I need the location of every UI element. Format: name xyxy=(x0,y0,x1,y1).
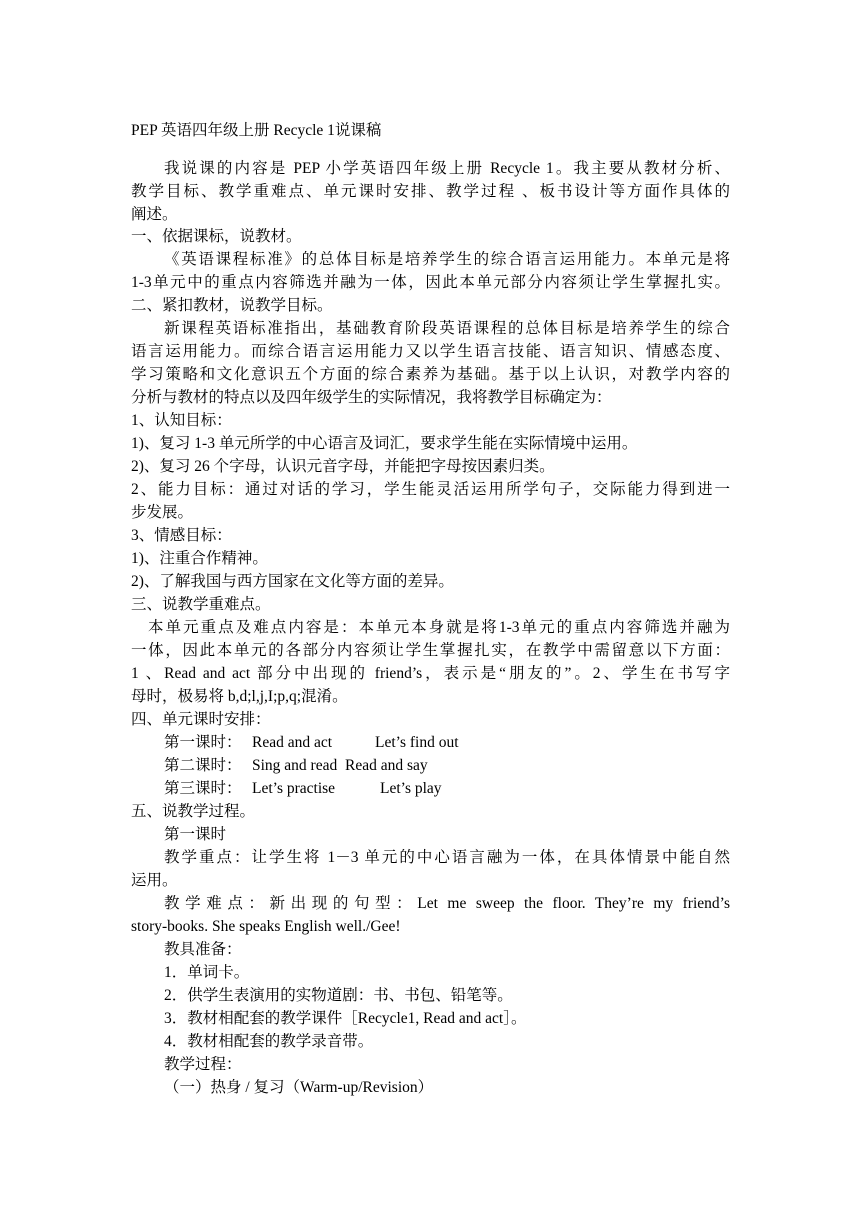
lesson-activity: Read and act xyxy=(252,734,333,751)
focus-line: 教学重点：让学生将 1－3 单元的中心语言融为一体，在具体情景中能自然 xyxy=(164,849,730,866)
section-heading: 五、说教学过程。 xyxy=(131,803,256,820)
section-heading: 二、紧扣教材，说教学目标。 xyxy=(131,297,333,314)
lesson-activity: Let’s find out xyxy=(375,734,459,751)
intro-line: 我说课的内容是 PEP 小学英语四年级上册 Recycle 1。我主要从教材分析、 xyxy=(164,160,730,177)
goal-heading: 2、能力目标：通过对话的学习，学生能灵活运用所学句子，交际能力得到进一 xyxy=(131,481,730,498)
prep-item: 2．供学生表演用的实物道剧：书、书包、铅笔等。 xyxy=(164,987,513,1004)
lesson-label: 第三课时： xyxy=(164,780,242,797)
lesson-label: 第二课时： xyxy=(164,757,242,774)
lesson-title: 第一课时 xyxy=(164,826,227,843)
lesson-activity: Sing and read xyxy=(252,757,338,774)
lesson-row xyxy=(164,732,459,754)
difficulty-line: story-books. She speaks English well./Gee! xyxy=(131,918,401,935)
prep-item: 3．教材相配套的教学课件［Recycle1, Read and act］。 xyxy=(164,1010,527,1027)
intro-line: 教学目标、教学重难点、单元课时安排、教学过程 、板书设计等方面作具体的 xyxy=(131,183,730,200)
paragraph-line: 新课程英语标准指出，基础教育阶段英语课程的总体目标是培养学生的综合 xyxy=(164,320,730,337)
process-step: （一）热身 / 复习（Warm-up/Revision） xyxy=(164,1079,434,1096)
intro-line: 阐述。 xyxy=(131,206,178,223)
goal-heading: 3、情感目标： xyxy=(131,527,232,544)
goal-heading: 1、认知目标： xyxy=(131,412,232,429)
section-heading: 一、依据课标，说教材。 xyxy=(131,228,302,245)
lesson-activity: Read and say xyxy=(345,757,428,774)
paragraph-line: 1-3单元中的重点内容筛选并融为一体，因此本单元部分内容须让学生掌握扎实。 xyxy=(131,274,730,291)
section-heading: 四、单元课时安排： xyxy=(131,711,271,728)
difficulty-line: 教学难点：新出现的句型：Let me sweep the floor. They’re my friend’s xyxy=(164,895,730,912)
goal-item: 2)、了解我国与西方国家在文化等方面的差异。 xyxy=(131,573,454,590)
paragraph-line: 母时，极易将 b,d;l,j,I;p,q;混淆。 xyxy=(131,688,348,705)
paragraph-line: 一体，因此本单元的各部分内容须让学生掌握扎实，在教学中需留意以下方面： xyxy=(131,642,730,659)
document-title: PEP 英语四年级上册 Recycle 1说课稿 xyxy=(131,122,382,139)
paragraph-line: 1 、Read and act 部分中出现的 friend’s，表示是“朋友的”。2、学生在书写字 xyxy=(131,665,730,682)
goal-item: 1)、复习 1-3 单元所学的中心语言及词汇，要求学生能在实际情境中运用。 xyxy=(131,435,638,452)
paragraph-line: 学习策略和文化意识五个方面的综合素养为基础。基于以上认识，对教学内容的 xyxy=(131,366,730,383)
lesson-activity: Let’s play xyxy=(380,780,442,797)
paragraph-line: 语言运用能力。而综合语言运用能力又以学生语言技能、语言知识、情感态度、 xyxy=(131,343,730,360)
prep-heading: 教具准备： xyxy=(164,941,242,958)
paragraph-line: 分析与教材的特点以及四年级学生的实际情况，我将教学目标确定为： xyxy=(131,389,612,406)
goal-item: 2)、复习 26 个字母，认识元音字母，并能把字母按因素归类。 xyxy=(131,458,555,475)
lesson-row xyxy=(164,778,442,800)
paragraph-line: 《英语课程标准》的总体目标是培养学生的综合语言运用能力。本单元是将 xyxy=(164,251,730,268)
lesson-label: 第一课时： xyxy=(164,734,242,751)
lesson-activity: Let’s practise xyxy=(252,780,336,797)
section-heading: 三、说教学重难点。 xyxy=(131,596,271,613)
paragraph-line: 本单元重点及难点内容是：本单元本身就是将1-3单元的重点内容筛选并融为 xyxy=(148,619,730,636)
lesson-row xyxy=(164,755,428,777)
goal-line: 步发展。 xyxy=(131,504,194,521)
goal-item: 1)、注重合作精神。 xyxy=(131,550,268,567)
process-heading: 教学过程： xyxy=(164,1056,242,1073)
focus-line: 运用。 xyxy=(131,872,178,889)
prep-item: 4．教材相配套的教学录音带。 xyxy=(164,1033,374,1050)
prep-item: 1．单词卡。 xyxy=(164,964,250,981)
